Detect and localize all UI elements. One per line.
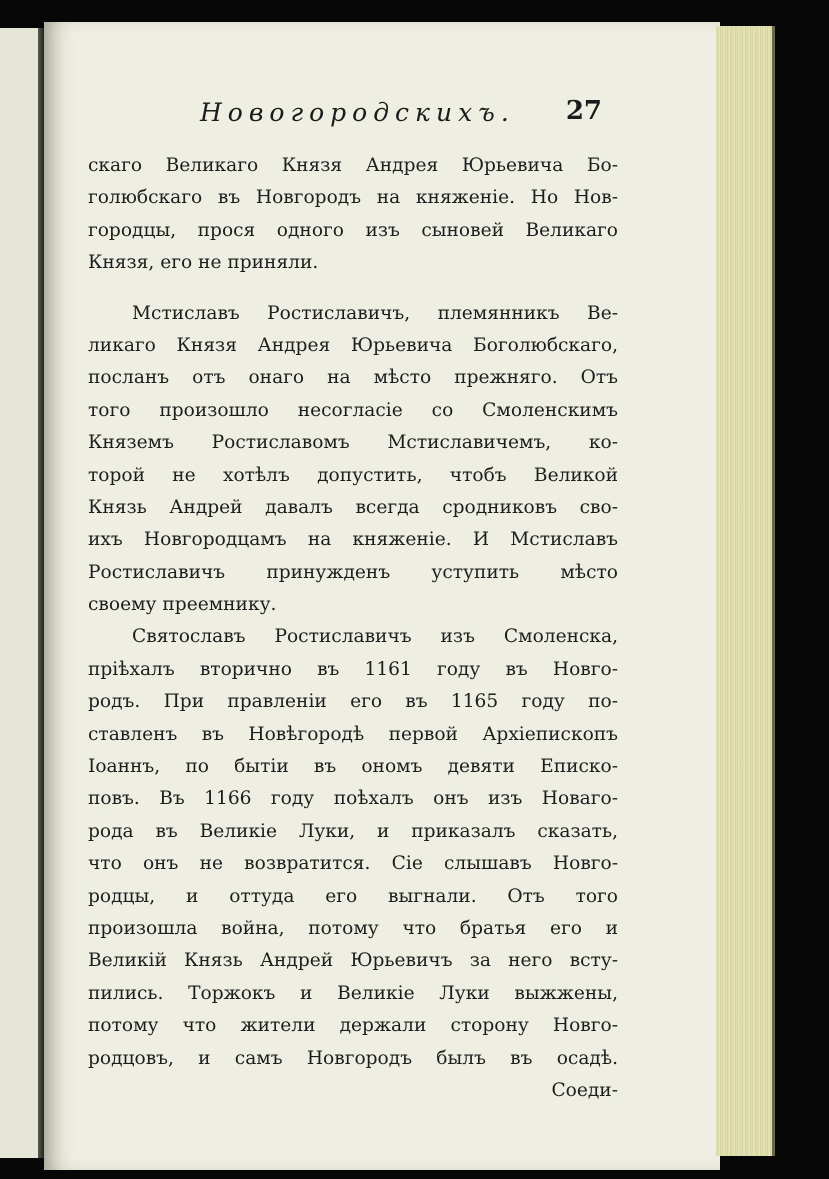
- text-line: Святославъ Ростиславичъ изъ Смоленска,: [132, 626, 618, 648]
- body-text: [88, 150, 618, 1107]
- catchword: Соеди-: [551, 1079, 618, 1101]
- text-line: голюбскаго въ Новгородъ на княженіе. Но Нов-: [88, 187, 618, 209]
- text-line: ихъ Новгородцамъ на княженіе. И Мстиславъ: [88, 529, 618, 551]
- running-title: Новогородскихъ.: [200, 98, 515, 127]
- page-block-edge: [716, 26, 775, 1156]
- text-line: городцы, прося одного изъ сыновей Великаго: [88, 219, 618, 241]
- text-line: родцовъ, и самъ Новгородъ былъ въ осадѣ.: [88, 1047, 618, 1069]
- text-line: родцы, и оттуда его выгнали. Отъ того: [88, 885, 618, 907]
- text-line: произошла война, потому что братья его и: [88, 917, 618, 939]
- text-line: посланъ отъ онаго на мѣсто прежняго. Отъ: [88, 367, 618, 389]
- text-line: Мстиславъ Ростиславичъ, племянникъ Ве-: [132, 302, 618, 324]
- page-number: 27: [565, 96, 602, 126]
- text-line: торой не хотѣлъ допустить, чтобъ Великой: [88, 464, 618, 486]
- page-header: [200, 98, 620, 138]
- text-line: ставленъ въ Новѣгородѣ первой Архіепископъ: [88, 723, 618, 745]
- text-line: Княземъ Ростиславомъ Мстиславичемъ, ко-: [88, 432, 618, 454]
- text-line: ликаго Князя Андрея Юрьевича Боголюбскаго,: [88, 334, 618, 356]
- text-line: родъ. При правленіи его въ 1165 году по-: [88, 691, 618, 713]
- text-line: пріѣхалъ вторично въ 1161 году въ Новго-: [88, 658, 618, 680]
- text-line: потому что жители держали сторону Новго-: [88, 1015, 618, 1037]
- text-line: рода въ Великіе Луки, и приказалъ сказать,: [88, 820, 618, 842]
- text-line: Князь Андрей давалъ всегда сродниковъ сво-: [88, 496, 618, 518]
- background-right: [776, 0, 829, 1179]
- text-line: того произошло несогласіе со Смоленскимъ: [88, 399, 618, 421]
- text-line: Іоаннъ, по бытіи въ ономъ девяти Еписко-: [88, 756, 618, 778]
- text-line: пились. Торжокъ и Великіе Луки выжжены,: [88, 982, 618, 1004]
- text-line: Князя, его не приняли.: [88, 252, 319, 274]
- text-line: своему преемнику.: [88, 594, 277, 616]
- text-line: Великій Князь Андрей Юрьевичъ за него всту-: [88, 950, 618, 972]
- paragraph: [88, 621, 618, 1074]
- previous-page-edge: [0, 28, 40, 1158]
- text-line: Ростиславичъ принужденъ уступить мѣсто: [88, 561, 618, 583]
- text-line: скаго Великаго Князя Андрея Юрьевича Бо-: [88, 155, 618, 176]
- paragraph: [88, 150, 618, 280]
- text-line: повъ. Въ 1166 году поѣхалъ онъ изъ Новаго-: [88, 788, 618, 810]
- text-line: что онъ не возвратится. Сіе слышавъ Новго-: [88, 853, 618, 875]
- paragraph: [88, 298, 618, 622]
